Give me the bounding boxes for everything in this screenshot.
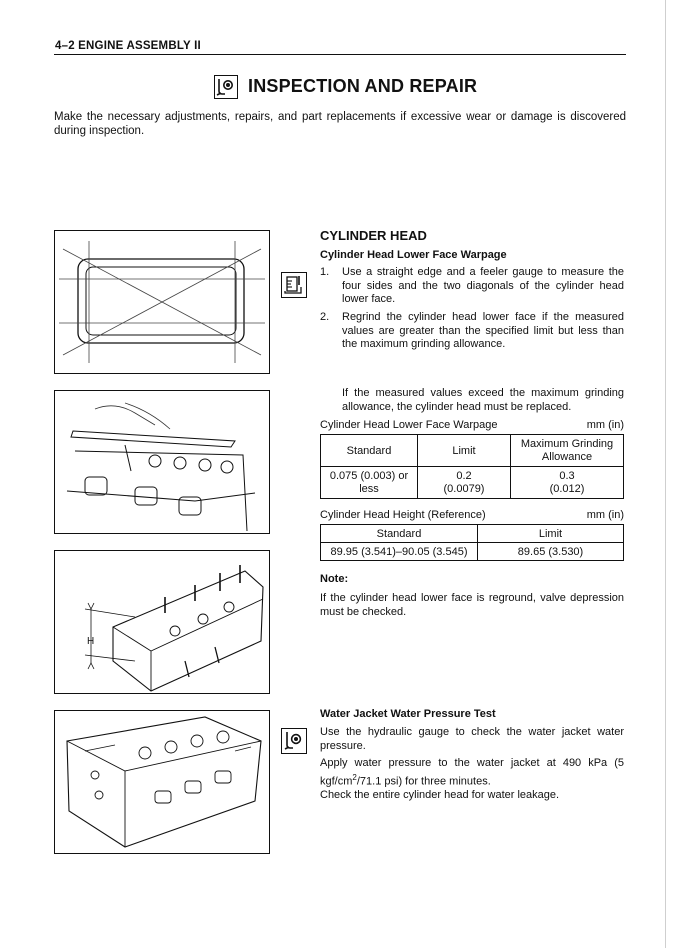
step-text: Regrind the cylinder head lower face if the measured values are greater than the specified limit but less than the maximum grinding allowance. <box>342 311 624 351</box>
table-header: Standard <box>321 435 418 467</box>
replace-note: If the measured values exceed the maximum grinding allowance, the cylinder head must be replaced. <box>342 387 624 413</box>
warpage-diagram-figure <box>54 230 270 374</box>
height-table <box>320 524 624 561</box>
inspection-icon <box>214 75 238 99</box>
straight-edge-figure <box>54 390 270 534</box>
warpage-subtitle: Cylinder Head Lower Face Warpage <box>320 249 507 261</box>
measure-icon <box>281 272 307 298</box>
header-rule <box>54 54 626 55</box>
text-part: Apply water pressure to the water jacket at 490 kPa (5 kgf/cm <box>320 757 624 788</box>
table-cell: 89.65 (3.530) <box>478 543 624 561</box>
table-row <box>321 543 624 561</box>
table-cell: 89.95 (3.541)–90.05 (3.545) <box>321 543 478 561</box>
warpage-step-1 <box>320 266 624 307</box>
table-row <box>321 467 624 499</box>
warpage-table-unit: mm (in) <box>586 419 624 431</box>
table-header: Limit <box>418 435 511 467</box>
water-jacket-text-2 <box>320 757 624 789</box>
table-header-row <box>321 435 624 467</box>
table-header: Maximum Grinding Allowance <box>511 435 624 467</box>
warpage-step-2 <box>320 311 624 352</box>
height-table-unit: mm (in) <box>586 509 624 521</box>
height-table-caption: Cylinder Head Height (Reference) <box>320 509 486 521</box>
note-label: Note: <box>320 573 349 585</box>
table-header: Limit <box>478 525 624 543</box>
text-part: /71.1 psi) for three minutes. <box>356 775 491 788</box>
head-height-figure <box>54 550 270 694</box>
inspection-icon <box>281 728 307 754</box>
water-jacket-title: Water Jacket Water Pressure Test <box>320 708 496 720</box>
section-header: 4–2 ENGINE ASSEMBLY II <box>55 40 201 52</box>
note-text: If the cylinder head lower face is reground, valve depression must be checked. <box>320 592 624 618</box>
cylinder-head-title: CYLINDER HEAD <box>320 228 427 243</box>
superscript: 2 <box>352 772 357 782</box>
step-text: Use a straight edge and a feeler gauge to measure the four sides and the two diagonals of the cylinder head lower face. <box>342 266 624 306</box>
warpage-table <box>320 434 624 499</box>
water-jacket-figure <box>54 710 270 854</box>
table-cell: 0.075 (0.003) or less <box>321 467 418 499</box>
table-header-row <box>321 525 624 543</box>
height-h-label: H <box>87 636 95 647</box>
page-edge-line <box>665 0 666 948</box>
water-jacket-text-3: Check the entire cylinder head for water leakage. <box>320 789 560 801</box>
intro-text: Make the necessary adjustments, repairs, and part replacements if excessive wear or damage is discovered during inspection. <box>54 111 626 137</box>
table-header: Standard <box>321 525 478 543</box>
water-jacket-text-1: Use the hydraulic gauge to check the water jacket water pressure. <box>320 726 624 752</box>
step-number: 2. <box>320 311 330 323</box>
step-number: 1. <box>320 266 330 278</box>
table-cell: 0.3 (0.012) <box>511 467 624 499</box>
warpage-table-caption: Cylinder Head Lower Face Warpage <box>320 419 498 431</box>
table-cell: 0.2 (0.0079) <box>418 467 511 499</box>
page-title: INSPECTION AND REPAIR <box>248 76 478 96</box>
